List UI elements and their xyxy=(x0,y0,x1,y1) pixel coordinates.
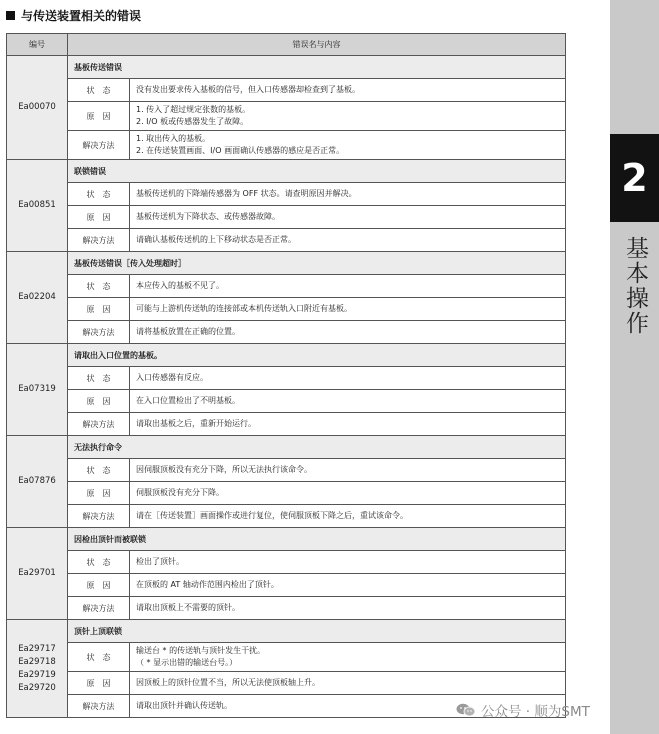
error-code: Ea00070 xyxy=(7,56,68,160)
solution-label: 解决方法 xyxy=(68,131,130,160)
error-title: 联锁错误 xyxy=(68,160,566,183)
square-bullet-icon xyxy=(6,11,15,20)
cause-label: 原 因 xyxy=(68,672,130,695)
watermark xyxy=(456,700,590,720)
state-text: 入口传感器有反应。 xyxy=(130,367,566,390)
error-title-row xyxy=(7,252,566,275)
state-label: 状 态 xyxy=(68,183,130,206)
error-code: Ea29701 xyxy=(7,528,68,620)
error-code: Ea29717 Ea29718 Ea29719 Ea29720 xyxy=(7,620,68,718)
solution-text: 请将基板放置在正确的位置。 xyxy=(130,321,566,344)
error-cause-row xyxy=(7,482,566,505)
error-title-row xyxy=(7,56,566,79)
error-title-row xyxy=(7,344,566,367)
state-label: 状 态 xyxy=(68,367,130,390)
chapter-side-bar xyxy=(610,0,659,734)
solution-text: 请取出基板之后，重新开始运行。 xyxy=(130,413,566,436)
state-text: 输送台 * 的传送轨与顶针发生干扰。 （ * 显示出错的输送台号。） xyxy=(130,643,566,672)
error-title: 无法执行命令 xyxy=(68,436,566,459)
error-state-row xyxy=(7,643,566,672)
error-code: Ea00851 xyxy=(7,160,68,252)
cause-label: 原 因 xyxy=(68,102,130,131)
state-label: 状 态 xyxy=(68,275,130,298)
error-cause-row xyxy=(7,390,566,413)
error-state-row xyxy=(7,551,566,574)
error-state-row xyxy=(7,183,566,206)
state-text: 检出了顶针。 xyxy=(130,551,566,574)
error-cause-row xyxy=(7,672,566,695)
error-title: 基板传送错误 xyxy=(68,56,566,79)
error-state-row xyxy=(7,367,566,390)
error-cause-row xyxy=(7,574,566,597)
error-title: 因检出顶针而被联锁 xyxy=(68,528,566,551)
state-text: 因伺服顶板没有充分下降，所以无法执行该命令。 xyxy=(130,459,566,482)
error-code: Ea07876 xyxy=(7,436,68,528)
cause-text: 1. 传入了超过规定张数的基板。 2. I/O 板或传感器发生了故障。 xyxy=(130,102,566,131)
error-solution-row xyxy=(7,597,566,620)
solution-text: 请在［传送装置］画面操作或进行复位，使伺服顶板下降之后，重试该命令。 xyxy=(130,505,566,528)
error-solution-row xyxy=(7,131,566,160)
state-label: 状 态 xyxy=(68,79,130,102)
error-solution-row xyxy=(7,229,566,252)
cause-text: 在顶板的 AT 轴动作范围内检出了顶针。 xyxy=(130,574,566,597)
error-title: 请取出入口位置的基板。 xyxy=(68,344,566,367)
error-title-row xyxy=(7,436,566,459)
state-text: 本应传入的基板不见了。 xyxy=(130,275,566,298)
error-title-row xyxy=(7,528,566,551)
error-state-row xyxy=(7,79,566,102)
solution-label: 解决方法 xyxy=(68,321,130,344)
state-text: 没有发出要求传入基板的信号，但入口传感器却检查到了基板。 xyxy=(130,79,566,102)
chapter-number: 2 xyxy=(610,134,659,222)
cause-text: 可能与上游机传送轨的连接部或本机传送轨入口附近有基板。 xyxy=(130,298,566,321)
cause-label: 原 因 xyxy=(68,482,130,505)
solution-label: 解决方法 xyxy=(68,229,130,252)
cause-text: 在入口位置检出了不明基板。 xyxy=(130,390,566,413)
solution-text: 1. 取出传入的基板。 2. 在传送装置画面、I/O 画面确认传感器的感应是否正常。 xyxy=(130,131,566,160)
error-title-row xyxy=(7,160,566,183)
solution-text: 请确认基板传送机的上下移动状态是否正常。 xyxy=(130,229,566,252)
cause-text: 伺服顶板没有充分下降。 xyxy=(130,482,566,505)
error-cause-row xyxy=(7,102,566,131)
header-code: 编号 xyxy=(7,34,68,56)
error-table xyxy=(6,33,566,718)
solution-label: 解决方法 xyxy=(68,695,130,718)
chapter-title: 基本操作 xyxy=(622,236,648,336)
error-table-body xyxy=(7,56,566,718)
error-state-row xyxy=(7,459,566,482)
cause-label: 原 因 xyxy=(68,574,130,597)
error-solution-row xyxy=(7,505,566,528)
cause-label: 原 因 xyxy=(68,206,130,229)
cause-text: 因顶板上的顶针位置不当，所以无法使顶板轴上升。 xyxy=(130,672,566,695)
cause-label: 原 因 xyxy=(68,390,130,413)
header-content: 错误名与内容 xyxy=(68,34,566,56)
solution-label: 解决方法 xyxy=(68,597,130,620)
solution-text: 请取出顶板上不需要的顶针。 xyxy=(130,597,566,620)
cause-label: 原 因 xyxy=(68,298,130,321)
error-code: Ea07319 xyxy=(7,344,68,436)
error-cause-row xyxy=(7,206,566,229)
error-title: 基板传送错误［传入处理超时］ xyxy=(68,252,566,275)
solution-text: 请取出顶针并确认传送轨。 xyxy=(130,695,566,718)
error-state-row xyxy=(7,275,566,298)
solution-label: 解决方法 xyxy=(68,413,130,436)
section-title-text: 与传送装置相关的错误 xyxy=(21,8,142,23)
error-title: 顶针上顶联锁 xyxy=(68,620,566,643)
error-title-row xyxy=(7,620,566,643)
section-title xyxy=(6,6,141,24)
watermark-text: 公众号 · 顺为SMT xyxy=(481,704,590,720)
cause-text: 基板传送机为下降状态、或传感器故障。 xyxy=(130,206,566,229)
state-label: 状 态 xyxy=(68,643,130,672)
solution-label: 解决方法 xyxy=(68,505,130,528)
error-code: Ea02204 xyxy=(7,252,68,344)
error-solution-row xyxy=(7,413,566,436)
wechat-icon xyxy=(456,703,476,717)
error-solution-row xyxy=(7,321,566,344)
state-label: 状 态 xyxy=(68,459,130,482)
table-header-row xyxy=(7,34,566,56)
error-cause-row xyxy=(7,298,566,321)
state-text: 基板传送机的下降端传感器为 OFF 状态。请查明原因并解决。 xyxy=(130,183,566,206)
state-label: 状 态 xyxy=(68,551,130,574)
